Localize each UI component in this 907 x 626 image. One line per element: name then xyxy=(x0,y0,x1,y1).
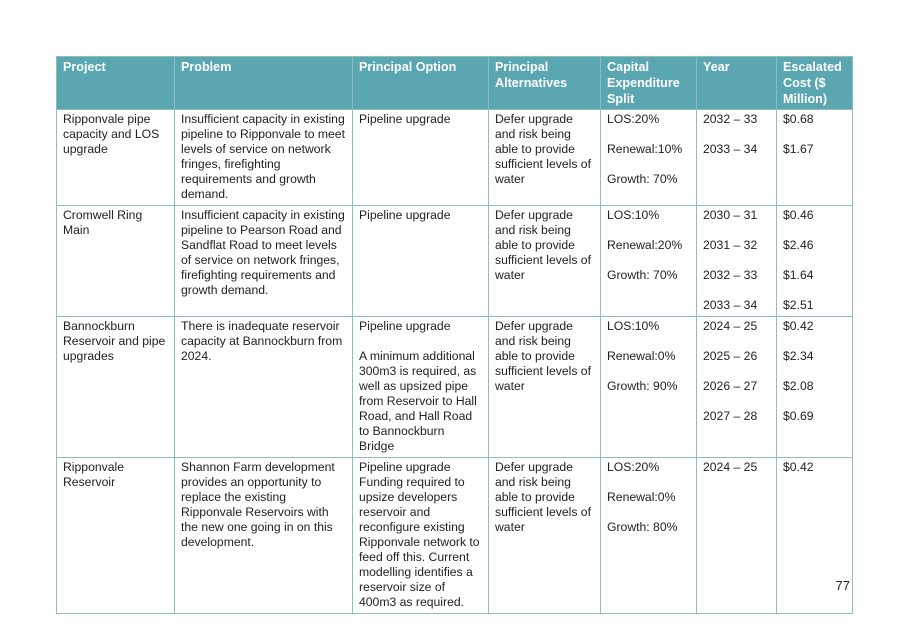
year-value: 2031 – 32 xyxy=(703,238,758,252)
header-project: Project xyxy=(57,57,175,110)
cell-year xyxy=(697,458,777,614)
cost-value: $0.69 xyxy=(783,409,814,423)
option-line: Pipeline upgrade xyxy=(359,319,451,333)
cost-value: $0.46 xyxy=(783,208,814,222)
cell-principal-option xyxy=(353,317,489,458)
year-value: 2026 – 27 xyxy=(703,379,758,393)
split-growth: Growth: 70% xyxy=(607,268,678,282)
cost-value: $1.64 xyxy=(783,268,814,282)
page-number: 77 xyxy=(835,578,850,593)
header-problem: Problem xyxy=(175,57,353,110)
cell-project: Cromwell Ring Main xyxy=(57,206,175,317)
option-line: Pipeline upgrade xyxy=(359,112,451,126)
cost-value: $0.42 xyxy=(783,319,814,333)
header-year: Year xyxy=(697,57,777,110)
cell-problem: There is inadequate reservoir capacity at Bannockburn from 2024. xyxy=(175,317,353,458)
cell-problem: Insufficient capacity in existing pipeline to Ripponvale to meet levels of service on network fringes, firefighting requirements and growth demand. xyxy=(175,110,353,206)
cost-value: $1.67 xyxy=(783,142,814,156)
year-value: 2025 – 26 xyxy=(703,349,758,363)
split-renewal: Renewal:20% xyxy=(607,238,683,252)
cell-principal-option xyxy=(353,110,489,206)
table-row xyxy=(57,317,853,458)
split-los: LOS:20% xyxy=(607,460,660,474)
year-value: 2033 – 34 xyxy=(703,142,758,156)
split-renewal: Renewal:0% xyxy=(607,349,676,363)
cell-escalated-cost xyxy=(777,317,853,458)
option-line: A minimum additional 300m3 is required, as well as upsized pipe from Reservoir to Hall Road, and Hall Road to Bannockburn Bridge xyxy=(359,349,477,453)
cell-project: Ripponvale Reservoir xyxy=(57,458,175,614)
table-row xyxy=(57,110,853,206)
cell-year xyxy=(697,317,777,458)
cost-value: $2.08 xyxy=(783,379,814,393)
split-renewal: Renewal:0% xyxy=(607,490,676,504)
cell-capex-split xyxy=(601,317,697,458)
split-growth: Growth: 70% xyxy=(607,172,678,186)
header-principal-alternatives: Principal Alternatives xyxy=(489,57,601,110)
cell-principal-alternatives: Defer upgrade and risk being able to provide sufficient levels of water xyxy=(489,317,601,458)
split-los: LOS:10% xyxy=(607,319,660,333)
split-growth: Growth: 90% xyxy=(607,379,678,393)
cell-principal-alternatives: Defer upgrade and risk being able to provide sufficient levels of water xyxy=(489,110,601,206)
cost-value: $2.46 xyxy=(783,238,814,252)
cell-capex-split xyxy=(601,206,697,317)
option-line: Funding required to upsize developers reservoir and reconfigure existing Ripponvale network to feed off this. Current modelling identifies a reservoir size of 400m3 as required. xyxy=(359,475,480,609)
cost-value: $2.34 xyxy=(783,349,814,363)
cell-principal-alternatives: Defer upgrade and risk being able to provide sufficient levels of water xyxy=(489,206,601,317)
header-escalated-cost: Escalated Cost ($ Million) xyxy=(777,57,853,110)
cell-problem: Shannon Farm development provides an opportunity to replace the existing Ripponvale Reservoirs with the new one going in on this development. xyxy=(175,458,353,614)
year-value: 2030 – 31 xyxy=(703,208,758,222)
cost-value: $2.51 xyxy=(783,298,814,312)
split-los: LOS:20% xyxy=(607,112,660,126)
year-value: 2032 – 33 xyxy=(703,112,758,126)
cost-value: $0.68 xyxy=(783,112,814,126)
option-line: Pipeline upgrade xyxy=(359,208,451,222)
year-value: 2024 – 25 xyxy=(703,319,758,333)
cell-capex-split xyxy=(601,458,697,614)
cell-year xyxy=(697,110,777,206)
cell-escalated-cost xyxy=(777,110,853,206)
cell-capex-split xyxy=(601,110,697,206)
option-line: Pipeline upgrade xyxy=(359,460,451,474)
cell-project: Bannockburn Reservoir and pipe upgrades xyxy=(57,317,175,458)
cell-project: Ripponvale pipe capacity and LOS upgrade xyxy=(57,110,175,206)
cost-value: $0.42 xyxy=(783,460,814,474)
year-value: 2027 – 28 xyxy=(703,409,758,423)
table-row xyxy=(57,458,853,614)
header-capital-expenditure-split: Capital Expenditure Split xyxy=(601,57,697,110)
table-row xyxy=(57,206,853,317)
year-value: 2032 – 33 xyxy=(703,268,758,282)
cell-escalated-cost xyxy=(777,206,853,317)
split-los: LOS:10% xyxy=(607,208,660,222)
cell-principal-option xyxy=(353,206,489,317)
header-principal-option: Principal Option xyxy=(353,57,489,110)
table-header-row xyxy=(57,57,853,110)
year-value: 2033 – 34 xyxy=(703,298,758,312)
cell-problem: Insufficient capacity in existing pipeline to Pearson Road and Sandflat Road to meet levels of service on network fringes, firefighting requirements and growth demand. xyxy=(175,206,353,317)
capital-projects-table xyxy=(56,56,853,614)
cell-principal-option xyxy=(353,458,489,614)
cell-principal-alternatives: Defer upgrade and risk being able to provide sufficient levels of water xyxy=(489,458,601,614)
split-growth: Growth: 80% xyxy=(607,520,678,534)
split-renewal: Renewal:10% xyxy=(607,142,683,156)
year-value: 2024 – 25 xyxy=(703,460,758,474)
cell-year xyxy=(697,206,777,317)
